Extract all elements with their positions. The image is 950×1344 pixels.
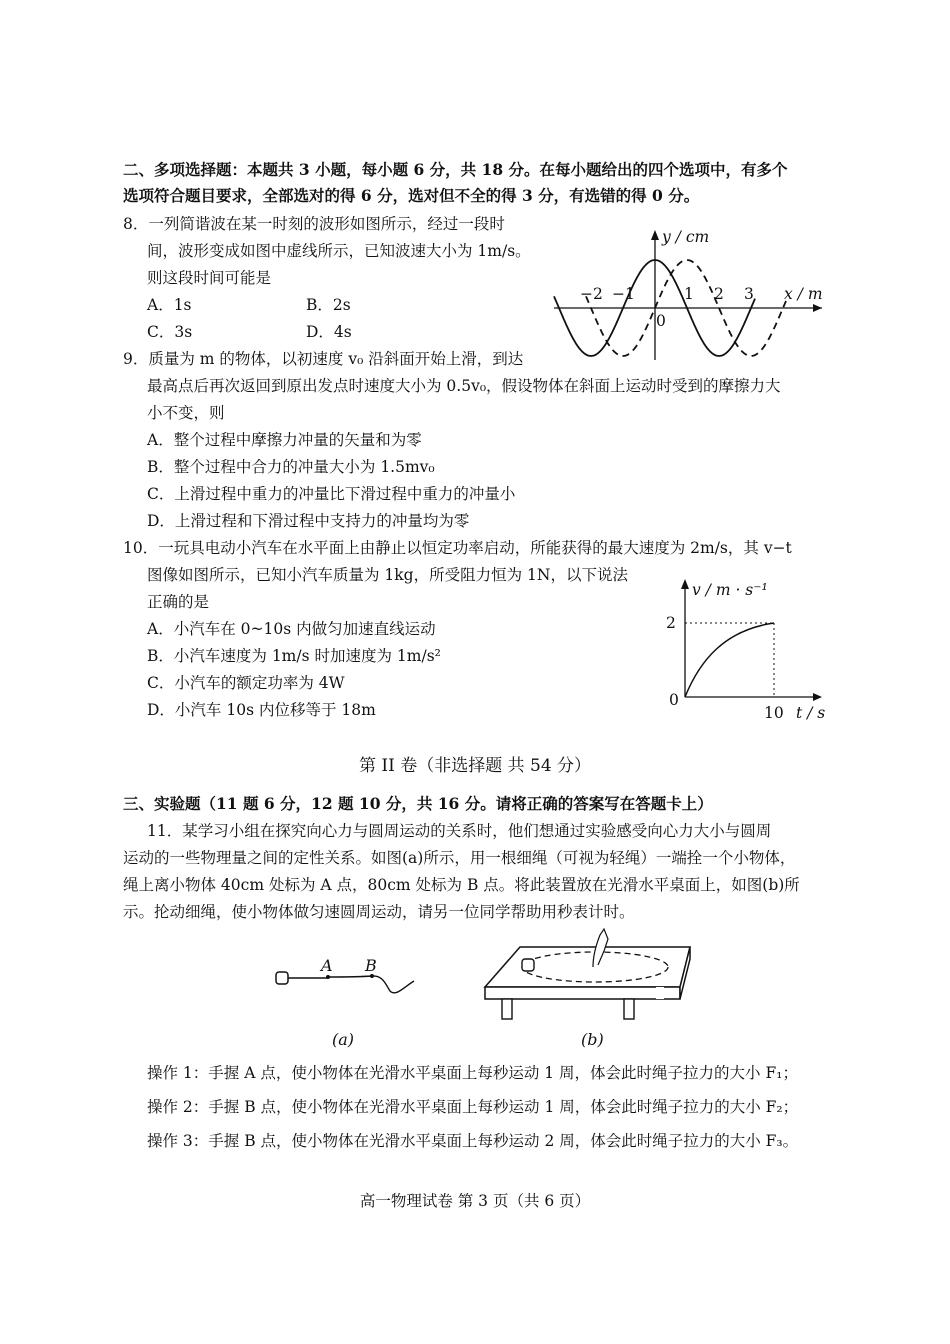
q10-tick-2: 2	[666, 614, 676, 632]
q9-line2: 最高点后再次返回到原出发点时速度大小为 0.5v₀，假设物体在斜面上运动时受到的摩擦力大	[147, 377, 781, 395]
q8-option-c: C．3s	[147, 323, 193, 341]
q10-line3: 正确的是	[147, 593, 210, 611]
part2-title: 第 II 卷（非选择题 共 54 分）	[358, 756, 592, 776]
q10-line2: 图像如图所示，已知小汽车质量为 1kg，所受阻力恒为 1N，以下说法	[147, 566, 628, 584]
q9-option-b: B．整个过程中合力的冲量大小为 1.5mv₀	[147, 458, 435, 476]
q8-x-axis-label: x / m	[784, 285, 823, 303]
q9-line1: 9．质量为 m 的物体，以初速度 v₀ 沿斜面开始上滑，到达	[123, 350, 524, 368]
q8-tick-neg1: −1	[612, 285, 635, 303]
q10-option-c: C．小汽车的额定功率为 4W	[147, 674, 345, 692]
q8-option-a: A．1s	[147, 296, 192, 314]
q8-tick-1: 1	[684, 285, 694, 303]
small-object-b	[522, 959, 534, 971]
q8-y-axis-label: y / cm	[662, 228, 710, 246]
t-axis-arrow	[813, 693, 822, 701]
q10-option-a: A．小汽车在 0~10s 内做匀加速直线运动	[147, 620, 436, 638]
q11-line3: 绳上离小物体 40cm 处标为 A 点，80cm 处标为 B 点。将此装置放在光滑水平桌面上，如图(b)所	[123, 876, 800, 894]
q11-point-a-label: A	[321, 956, 333, 975]
q8-line1: 8．一列简谐波在某一时刻的波形如图所示，经过一段时	[123, 215, 505, 233]
q9-option-a: A．整个过程中摩擦力冲量的矢量和为零	[147, 431, 422, 449]
q8-tick-2: 2	[714, 285, 724, 303]
rope	[328, 976, 414, 993]
q11-operation1: 操作 1：手握 A 点，使小物体在光滑水平桌面上每秒运动 1 周，体会此时绳子拉力的大小 F₁；	[147, 1064, 798, 1082]
q9-option-c: C．上滑过程中重力的冲量比下滑过程中重力的冲量小	[147, 485, 516, 503]
q11-point-b-label: B	[365, 956, 377, 975]
q8-option-b: B．2s	[306, 296, 351, 314]
page-footer: 高一物理试卷 第 3 页（共 6 页）	[359, 1192, 591, 1210]
q8-tick-3: 3	[744, 285, 754, 303]
q11-figure-b	[480, 925, 695, 1025]
velocity-curve	[685, 623, 774, 697]
q11-line2: 运动的一些物理量之间的定性关系。如图(a)所示，用一根细绳（可视为轻绳）一端拴一个小物体，	[123, 849, 796, 867]
q11-line4: 示。抡动细绳，使小物体做匀速圆周运动，请另一位同学帮助用秒表计时。	[123, 903, 635, 921]
table-leg-right	[624, 999, 634, 1019]
section2-heading-line2: 选项符合题目要求，全部选对的得 6 分，选对但不全的得 3 分，有选错的得 0 分。	[123, 186, 700, 205]
q9-option-d: D．上滑过程和下滑过程中支持力的冲量均为零	[147, 512, 470, 530]
q9-line3: 小不变，则	[147, 404, 225, 422]
q11-figure-a-caption: (a)	[332, 1030, 355, 1049]
q10-t-axis-label: t / s	[796, 704, 826, 722]
table-leg-left	[502, 999, 512, 1019]
section2-heading-line1: 二、多项选择题：本题共 3 小题，每小题 6 分，共 18 分。在每小题给出的四个选项中，有多个	[123, 160, 788, 179]
q10-origin-label: 0	[669, 691, 679, 709]
q10-option-d: D．小汽车 10s 内位移等于 18m	[147, 701, 376, 719]
section3-heading: 三、实验题（11 题 6 分，12 题 10 分，共 16 分。请将正确的答案写在答题卡上）	[123, 794, 713, 813]
table-front	[485, 987, 680, 999]
y-axis-arrow	[651, 230, 659, 240]
q10-v-axis-label: v / m · s⁻¹	[692, 581, 768, 599]
q8-origin-label: 0	[656, 312, 666, 330]
q11-operation3: 操作 3：手握 B 点，使小物体在光滑水平桌面上每秒运动 2 周，体会此时绳子拉力的大小 F₃。	[147, 1132, 799, 1150]
q11-operation2: 操作 2：手握 B 点，使小物体在光滑水平桌面上每秒运动 1 周，体会此时绳子拉力的大小 F₂；	[147, 1098, 799, 1116]
q10-line1: 10．一玩具电动小汽车在水平面上由静止以恒定功率启动，所能获得的最大速度为 2m/s，其 v−t	[123, 539, 792, 557]
q8-line2: 间，波形变成如图中虚线所示，已知波速大小为 1m/s。	[147, 242, 531, 260]
q8-tick-neg2: −2	[580, 285, 603, 303]
q8-option-d: D．4s	[306, 323, 352, 341]
v-axis-arrow	[681, 579, 689, 589]
q8-line3: 则这段时间可能是	[147, 269, 272, 287]
table-top	[485, 947, 690, 987]
x-axis-arrow	[813, 304, 822, 312]
q11-figure-b-caption: (b)	[581, 1030, 604, 1049]
q10-tick-10: 10	[764, 704, 784, 722]
q11-line1: 11．某学习小组在探究向心力与圆周运动的关系时，他们想通过实验感受向心力大小与圆周	[147, 822, 772, 840]
q10-option-b: B．小汽车速度为 1m/s 时加速度为 1m/s²	[147, 647, 441, 665]
small-object	[276, 972, 288, 984]
q11-figure-a	[268, 955, 428, 1005]
